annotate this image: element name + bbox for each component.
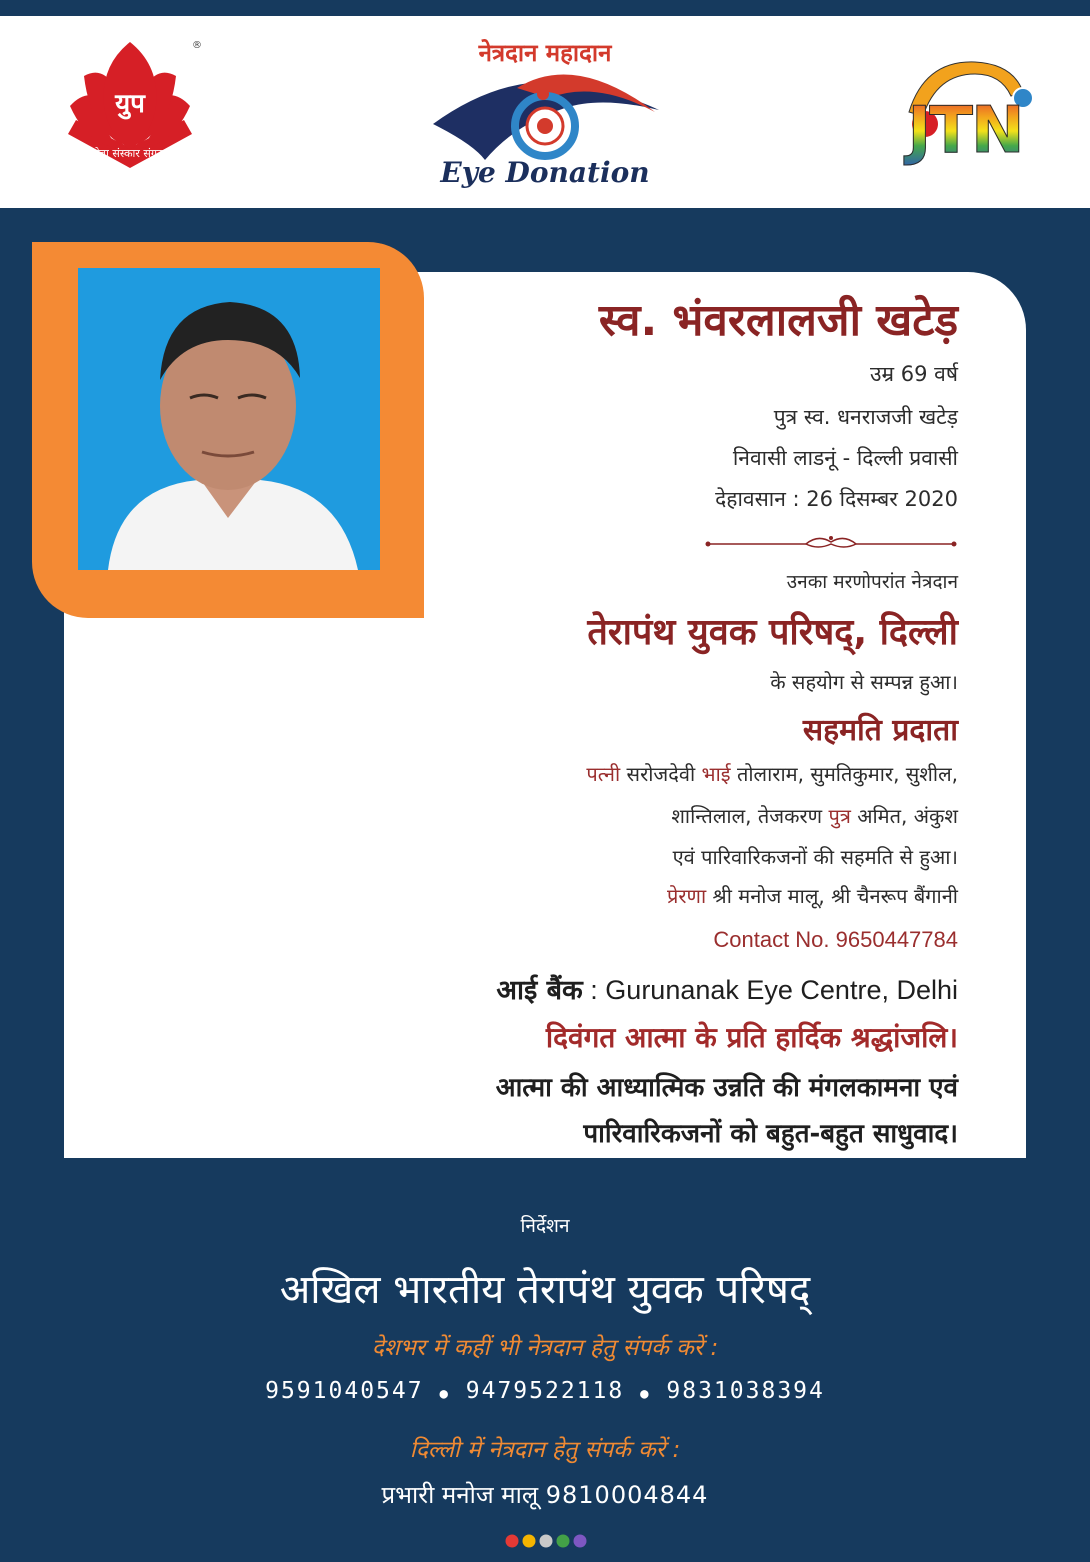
eye-bank-value: : Gurunanak Eye Centre, Delhi [590, 975, 958, 1005]
color-dot [506, 1535, 519, 1548]
age-text: उम्र 69 वर्ष [870, 362, 958, 386]
wish-line-2: पारिवारिकजनों को बहुत-बहुत साधुवाद। [583, 1119, 958, 1149]
inspiration-names: श्री मनोज मालू, श्री चैनरूप बैंगानी [712, 884, 958, 908]
tribute-text: दिवंगत आत्मा के प्रति हार्दिक श्रद्धांजलि। [545, 1021, 958, 1054]
incharge-line [0, 1478, 1090, 1511]
jtn-logo-letters: JTN [900, 94, 1030, 168]
top-strip [0, 0, 1090, 16]
consent-line-1 [586, 760, 958, 787]
footer-organization: अखिल भारतीय तेरापंथ युवक परिषद् [279, 1267, 811, 1313]
residence-text: निवासी लाडनूं - दिल्ली प्रवासी [732, 446, 958, 470]
ornamental-divider [702, 532, 960, 552]
nationwide-phone-list [0, 1378, 1090, 1404]
svg-text:®: ® [192, 40, 202, 51]
delhi-contact-heading: दिल्ली में नेत्रदान हेतु संपर्क करें : [409, 1437, 681, 1463]
color-dot [557, 1535, 570, 1548]
after-death-text: उनका मरणोपरांत नेत्रदान [786, 571, 958, 593]
brother-names-cont: शान्तिलाल, तेजकरण [671, 804, 823, 828]
incharge-name: प्रभारी मनोज मालू [381, 1481, 539, 1509]
color-dot [523, 1535, 536, 1548]
color-dots-decoration [504, 1533, 588, 1549]
contact-number: Contact No. 9650447784 [713, 927, 958, 952]
consent-line-3: एवं पारिवारिकजनों की सहमति से हुआ। [672, 845, 958, 869]
phone-number: 9479522118 [465, 1378, 625, 1404]
phone-number: 9831038394 [666, 1378, 825, 1404]
wish-line-1: आत्मा की आध्यात्मिक उन्नति की मंगलकामना एवं [495, 1073, 958, 1103]
wife-name: सरोजदेवी [626, 762, 696, 786]
inspiration-line [667, 882, 958, 909]
consent-line-2 [671, 802, 958, 829]
wife-label: पत्नी [586, 762, 621, 786]
consent-heading: सहमति प्रदाता [802, 713, 958, 748]
brother-label: भाई [701, 762, 731, 786]
inspiration-label: प्रेरणा [666, 884, 707, 908]
lotus-logo-caption: सेवा संस्कार संगठन [92, 147, 170, 160]
portrait-photo [78, 268, 380, 570]
eye-bank-label: आई बैंक [496, 975, 583, 1006]
father-text: पुत्र स्व. धनराजजी खटेड़ [773, 405, 958, 429]
incharge-phone: 9810004844 [545, 1481, 709, 1509]
donation-organization: तेरापंथ युवक परिषद्, दिल्ली [587, 612, 958, 653]
nationwide-contact-heading: देशभर में कहीं भी नेत्रदान हेतु संपर्क करें : [371, 1335, 719, 1361]
phone-number: 9591040547 [265, 1378, 424, 1404]
eye-donation-bottom-text: Eye Donation [440, 156, 650, 189]
completed-text: के सहयोग से सम्पन्न हुआ। [770, 670, 958, 694]
deceased-name: स्व. भंवरलालजी खटेड़ [598, 295, 958, 346]
bullet-separator: ● [640, 1386, 651, 1402]
son-label: पुत्र [828, 804, 851, 828]
lotus-logo-symbol: युप [115, 89, 145, 119]
color-dot [574, 1535, 587, 1548]
bullet-separator: ● [439, 1386, 450, 1402]
demise-date-text: देहावसान : 26 दिसम्बर 2020 [715, 487, 958, 511]
brother-names: तोलाराम, सुमतिकुमार, सुशील, [736, 762, 958, 786]
eye-donation-top-text: नेत्रदान महादान [478, 39, 612, 67]
direction-label: निर्देशन [520, 1215, 570, 1237]
son-names: अमित, अंकुश [857, 804, 958, 828]
color-dot [540, 1535, 553, 1548]
eye-bank-line [496, 970, 958, 1007]
